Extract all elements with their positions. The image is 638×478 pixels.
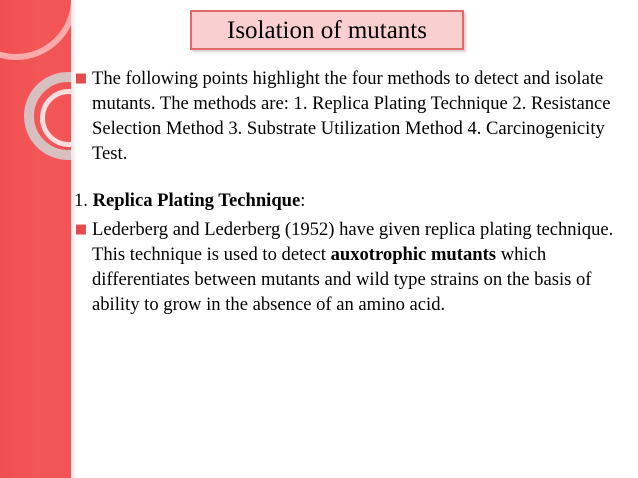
square-bullet-icon: ■ [74, 71, 88, 86]
decorative-ring-top [0, 0, 71, 60]
slide-content [74, 66, 626, 317]
slide-title-box [190, 10, 464, 50]
section-colon: : [300, 190, 306, 211]
replica-bold-term: auxotrophic mutants [330, 244, 497, 265]
bullet-paragraph-replica [74, 217, 626, 317]
decorative-sidebar [0, 0, 71, 478]
slide-title: Isolation of mutants [227, 16, 427, 44]
section-title: Replica Plating Technique [92, 190, 301, 211]
section-heading [74, 188, 626, 213]
bullet-paragraph-methods [74, 66, 626, 166]
replica-text-after: which differentiates between mutants and wild type strains on the basis of ability to grow in the absence of an amino acid. [92, 244, 592, 315]
square-bullet-icon: ■ [74, 222, 88, 237]
replica-text-before: Lederberg and Lederberg (1952) have given replica plating technique. This technique is used to detect [92, 219, 614, 265]
section-number: 1. [74, 190, 93, 211]
methods-text: The following points highlight the four methods to detect and isolate mutants. The methods are: 1. Replica Plating Technique 2. Resistance Selection Method 3. Substrate Utilization Method 4. Carcinogenicity Test. [92, 68, 611, 164]
